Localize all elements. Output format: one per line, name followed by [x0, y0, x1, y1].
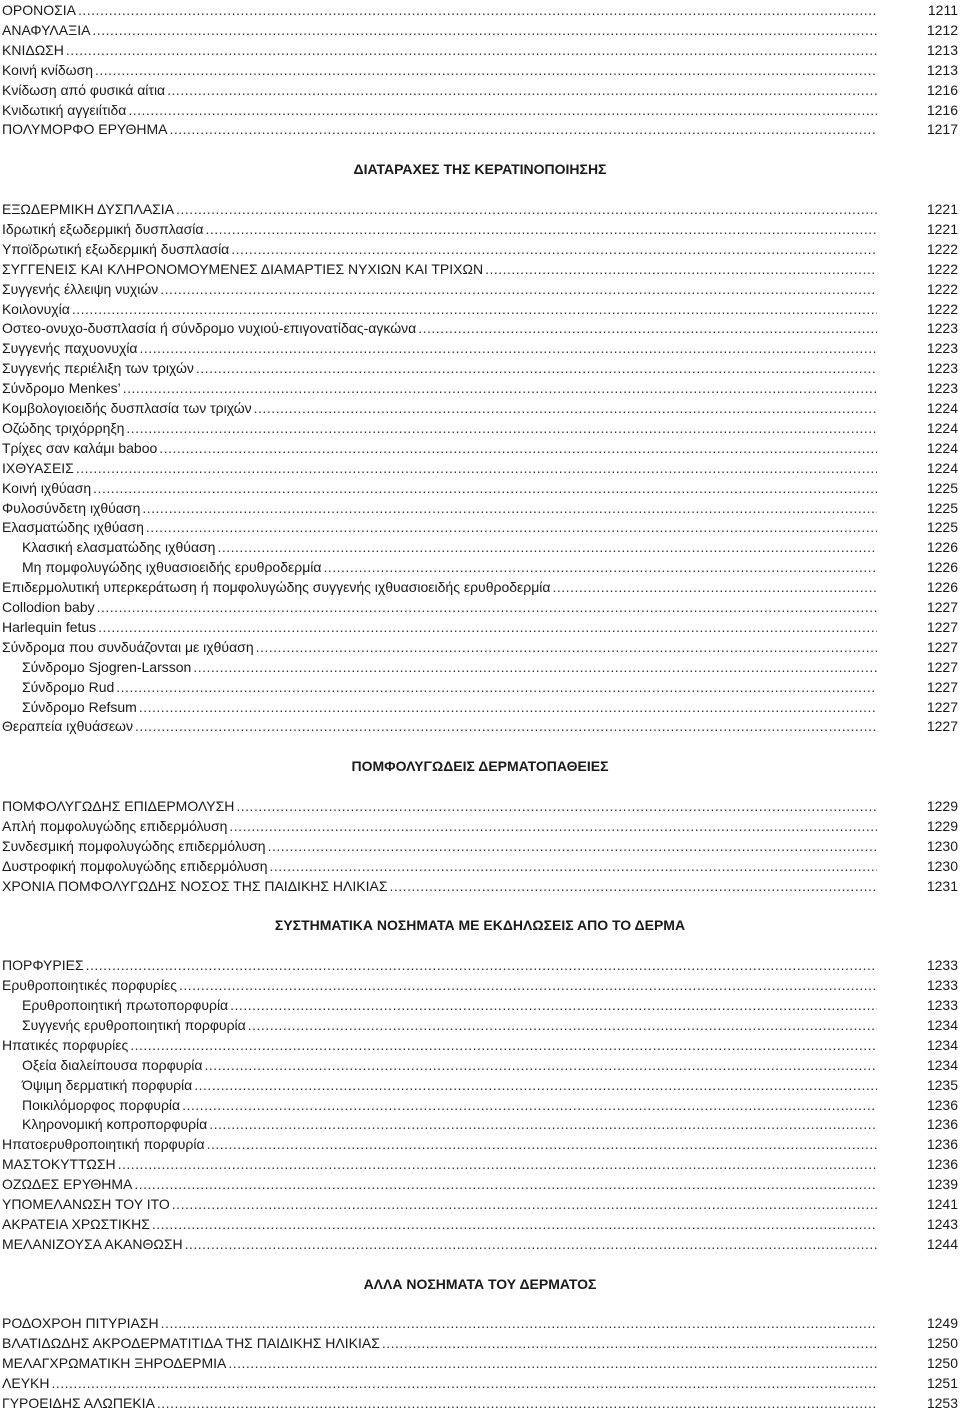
toc-entry-title: Ιδρωτική εξωδερμική δυσπλασία	[2, 220, 204, 237]
toc-entry[interactable]	[2, 1174, 958, 1194]
toc-page-number: 1224	[926, 400, 958, 416]
toc-entry[interactable]	[2, 1373, 958, 1393]
toc-entry[interactable]	[2, 279, 958, 299]
toc-entry-title: Φυλοσύνδετη ιχθύαση	[2, 499, 141, 516]
section-heading: ΔΙΑΤΑΡΑΧΕΣ ΤΗΣ ΚΕΡΑΤΙΝΟΠΟΙΗΣΗΣ	[353, 161, 607, 178]
toc-page-number: 1241	[926, 1196, 958, 1212]
toc-entry[interactable]	[2, 219, 958, 239]
dot-leader	[140, 341, 877, 355]
toc-entry-title: Ποικιλόμορφος πορφυρία	[22, 1096, 181, 1113]
toc-entry-title: ΛΕΥΚΗ	[2, 1375, 50, 1392]
toc-page-number: 1253	[926, 1395, 958, 1411]
toc-entry[interactable]	[2, 1194, 958, 1214]
toc-entry-title: ΜΑΣΤΟΚΥΤΤΩΣΗ	[2, 1156, 116, 1173]
toc-page-number: 1222	[926, 300, 958, 317]
dot-leader	[76, 461, 877, 475]
toc-entry-title: Κλασική ελασματώδης ιχθύαση	[22, 539, 216, 556]
dot-leader	[553, 580, 877, 594]
toc-entry[interactable]	[22, 995, 958, 1015]
toc-entry[interactable]	[2, 876, 958, 896]
toc-entry[interactable]	[22, 1015, 958, 1035]
toc-entry-title: Ερυθροποιητικές πορφυρίες	[2, 977, 177, 994]
dot-leader	[161, 1316, 877, 1330]
dot-leader	[248, 1018, 877, 1032]
toc-entry-title: ΣΥΓΓΕΝΕΙΣ ΚΑΙ ΚΛΗΡΟΝΟΜΟΥΜΕΝΕΣ ΔΙΑΜΑΡΤΙΕΣ ΝΥΧΙΩΝ ΚΑΙ ΤΡΙΧΩΝ	[2, 260, 484, 277]
toc-entry-title: Οζώδης τριχόρρηξη	[2, 419, 125, 436]
dot-leader	[390, 879, 877, 893]
toc-entry-title: Κοινή κνίδωση	[2, 61, 93, 78]
toc-entry[interactable]	[22, 1095, 958, 1115]
dot-leader	[95, 63, 877, 77]
toc-page-number: 1222	[926, 240, 958, 257]
dot-leader	[135, 719, 877, 733]
toc-entry-title: ΟΡΟΝΟΣΙΑ	[2, 2, 76, 18]
toc-entry-title: Μη πομφολυγώδης ιχθυασιοειδής ερυθροδερμία	[22, 559, 322, 576]
dot-leader	[217, 540, 876, 554]
toc-entry[interactable]	[22, 1114, 958, 1134]
dot-leader	[270, 859, 877, 873]
toc-entry[interactable]	[2, 1234, 958, 1254]
toc-page-number: 1226	[926, 579, 958, 596]
toc-entry-title: Τρίχες σαν καλάμι baboo	[2, 439, 158, 456]
dot-leader	[139, 700, 877, 714]
section-heading: ΣΥΣΤΗΜΑΤΙΚΑ ΝΟΣΗΜΑΤΑ ΜΕ ΕΚΔΗΛΩΣΕΙΣ ΑΠΟ ΤΟ ΔΕΡΜΑ	[274, 917, 686, 934]
toc-entry-title: Harlequin fetus	[2, 618, 97, 635]
toc-entry-title: Ηπατοερυθροποιητική πορφυρία	[2, 1136, 205, 1153]
toc-entry[interactable]	[2, 517, 958, 537]
dot-leader	[229, 819, 876, 833]
toc-entry[interactable]	[22, 657, 958, 677]
toc-entry[interactable]	[2, 1333, 958, 1353]
dot-leader	[228, 1356, 877, 1370]
toc-entry[interactable]	[2, 100, 958, 120]
dot-leader	[159, 441, 877, 455]
dot-leader	[78, 3, 878, 17]
toc-page-number: 1217	[926, 121, 958, 138]
toc-entry-title: ΜΕΛΑΝΙΖΟΥΣΑ ΑΚΑΝΘΩΣΗ	[2, 1235, 183, 1252]
toc-entry-title: ΜΕΛΑΓΧΡΩΜΑΤΙΚΗ ΞΗΡΟΔΕΡΜΙΑ	[2, 1355, 227, 1372]
toc-page-number: 1227	[926, 718, 958, 735]
toc-entry[interactable]	[2, 0, 958, 20]
toc-entry[interactable]	[2, 716, 958, 736]
dot-leader	[123, 381, 877, 395]
toc-entry-title: ΑΝΑΦΥΛΑΞΙΑ	[2, 21, 91, 38]
toc-entry-title: Κληρονομική κοπροπορφυρία	[22, 1116, 208, 1133]
toc-entry-title: Ερυθροποιητική πρωτοπορφυρία	[22, 997, 229, 1013]
toc-entry[interactable]	[2, 1154, 958, 1174]
toc-entry-title: Κομβολογιοειδής δυσπλασία των τριχών	[2, 400, 252, 416]
toc-entry[interactable]	[2, 637, 958, 657]
toc-entry[interactable]	[2, 836, 958, 856]
dot-leader	[194, 1078, 877, 1092]
toc-entry-title: Κνιδωτική αγγειίτιδα	[2, 101, 127, 118]
section-heading: ΠΟΜΦΟΛΥΓΩΔΕΙΣ ΔΕΡΜΑΤΟΠΑΘΕΙΕΣ	[351, 758, 609, 775]
dot-leader	[86, 958, 877, 972]
toc-page-number: 1221	[926, 220, 958, 237]
toc-page-number: 1233	[926, 977, 958, 994]
toc-page-number: 1213	[926, 61, 958, 78]
toc-page-number: 1234	[926, 1036, 958, 1053]
toc-entry[interactable]	[2, 478, 958, 498]
toc-entry[interactable]	[2, 259, 958, 279]
toc-entry[interactable]	[2, 80, 958, 100]
toc-page-number: 1213	[926, 41, 958, 58]
toc-entry-title: Επιδερμολυτική υπερκεράτωση ή πομφολυγώδης συγγενής ιχθυασιοειδής ερυθροδερμία	[2, 579, 551, 596]
toc-entry[interactable]	[2, 20, 958, 40]
toc-page-number: 1231	[926, 877, 958, 894]
dot-leader	[236, 799, 876, 813]
toc-page-number: 1229	[926, 798, 958, 814]
toc-entry-title: Συγγενής έλλειψη νυχιών	[2, 280, 159, 297]
dot-leader	[72, 302, 877, 316]
dot-leader	[268, 839, 877, 853]
toc-page-number: 1223	[926, 360, 958, 377]
toc-page-number: 1230	[926, 837, 958, 854]
toc-page-number: 1236	[926, 1116, 958, 1133]
toc-entry-title: ΡΟΔΟΧΡΟΗ ΠΙΤΥΡΙΑΣΗ	[2, 1315, 159, 1332]
toc-entry[interactable]	[22, 557, 958, 577]
toc-entry-title: Οξεία διαλείπουσα πορφυρία	[22, 1056, 203, 1073]
toc-entry[interactable]	[2, 199, 958, 219]
dot-leader	[152, 1217, 877, 1231]
toc-page-number: 1227	[926, 698, 958, 715]
dot-leader	[256, 640, 877, 654]
toc-entry-title: Συνδεσμική πομφολυγώδης επιδερμόλυση	[2, 837, 266, 854]
toc-entry[interactable]	[2, 418, 958, 438]
toc-entry[interactable]	[2, 378, 958, 398]
toc-page-number: 1224	[926, 459, 958, 476]
toc-entry-title: Ελασματώδης ιχθύαση	[2, 519, 144, 536]
toc-page-number: 1234	[926, 1056, 958, 1073]
toc-entry[interactable]	[2, 1353, 958, 1373]
dot-leader	[98, 620, 877, 634]
dot-leader	[66, 43, 877, 57]
toc-page-number: 1233	[926, 957, 958, 974]
toc-entry-title: Κοινή ιχθύαση	[2, 479, 92, 496]
toc-entry-title: ΠΟΡΦΥΡΙΕΣ	[2, 957, 84, 974]
toc-page-number: 1223	[926, 340, 958, 357]
toc-entry[interactable]	[2, 299, 958, 319]
toc-entry-title: Σύνδρομο Rud	[22, 678, 115, 695]
dot-leader	[92, 23, 876, 37]
toc-page-number: 1243	[926, 1215, 958, 1232]
toc-page-number: 1249	[926, 1315, 958, 1332]
dot-leader	[169, 122, 876, 136]
toc-entry[interactable]	[2, 577, 958, 597]
toc-page-number: 1221	[926, 201, 958, 217]
toc-entry-title: ΚΝΙΔΩΣΗ	[2, 41, 64, 58]
toc-page-number: 1211	[927, 2, 958, 18]
dot-leader	[382, 1336, 877, 1350]
toc-page-number: 1226	[926, 559, 958, 576]
dot-leader	[157, 1396, 877, 1410]
dot-leader	[204, 1058, 876, 1072]
toc-page-number: 1235	[926, 1076, 958, 1093]
toc-page-number: 1227	[926, 658, 958, 675]
dot-leader	[193, 660, 877, 674]
dot-leader	[205, 222, 876, 236]
toc-page-number: 1224	[926, 439, 958, 456]
toc-entry-title: ΠΟΛΥΜΟΡΦΟ ΕΡΥΘΗΜΑ	[2, 121, 168, 138]
toc-entry[interactable]	[2, 40, 958, 60]
toc-entry[interactable]	[2, 60, 958, 80]
toc-entry[interactable]	[2, 438, 958, 458]
dot-leader	[128, 103, 876, 117]
toc-entry[interactable]	[2, 358, 958, 378]
toc-page-number: 1230	[926, 857, 958, 874]
toc-page-number: 1212	[926, 21, 958, 38]
dot-leader	[182, 1098, 877, 1112]
toc-entry-title: ΧΡΟΝΙΑ ΠΟΜΦΟΛΥΓΩΔΗΣ ΝΟΣΟΣ ΤΗΣ ΠΑΙΔΙΚΗΣ ΗΛΙΚΙΑΣ	[2, 877, 388, 894]
toc-entry-title: Δυστροφική πομφολυγώδης επιδερμόλυση	[2, 857, 268, 874]
toc-entry-title: ΥΠΟΜΕΛΑΝΩΣΗ ΤΟΥ ΙΤΟ	[2, 1196, 170, 1212]
toc-entry[interactable]	[2, 856, 958, 876]
toc-page-number: 1225	[926, 479, 958, 496]
dot-leader	[231, 242, 877, 256]
toc-page-number: 1227	[926, 599, 958, 615]
toc-entry[interactable]	[22, 1075, 958, 1095]
toc-page-number: 1229	[926, 817, 958, 834]
toc-entry[interactable]	[2, 338, 958, 358]
toc-page-number: 1250	[926, 1335, 958, 1352]
dot-leader	[130, 1038, 877, 1052]
toc-entry[interactable]	[2, 816, 958, 836]
toc-entry[interactable]	[2, 318, 958, 338]
dot-leader	[93, 481, 877, 495]
dot-leader	[207, 1137, 877, 1151]
toc-entry-title: ΠΟΜΦΟΛΥΓΩΔΗΣ ΕΠΙΔΕΡΜΟΛΥΣΗ	[2, 798, 235, 814]
toc-entry-title: Σύνδρομο Refsum	[22, 698, 137, 715]
toc-page-number: 1225	[926, 519, 958, 536]
toc-entry-title: Όψιμη δερματική πορφυρία	[22, 1076, 193, 1093]
toc-entry-title: ΙΧΘΥΑΣΕΙΣ	[2, 459, 74, 476]
toc-page-number: 1223	[926, 320, 958, 337]
toc-entry[interactable]	[2, 119, 958, 139]
dot-leader	[209, 1117, 877, 1131]
toc-page-number: 1223	[926, 380, 958, 397]
toc-page-number: 1239	[926, 1176, 958, 1193]
dot-leader	[485, 262, 877, 276]
toc-entry-title: ΑΚΡΑΤΕΙΑ ΧΡΩΣΤΙΚΗΣ	[2, 1215, 150, 1232]
toc-entry-title: Κνίδωση από φυσικά αίτια	[2, 81, 166, 98]
dot-leader	[146, 520, 877, 534]
toc-entry-title: Οστεο-ονυχο-δυσπλασία ή σύνδρομο νυχιού-επιγονατίδας-αγκώνα	[2, 320, 417, 337]
toc-entry-title: Σύνδρομο Menkes’	[2, 380, 121, 397]
toc-page-number: 1222	[926, 260, 958, 277]
toc-page-number: 1225	[926, 499, 958, 516]
toc-entry[interactable]	[2, 458, 958, 478]
toc-page-number: 1224	[926, 419, 958, 436]
dot-leader	[118, 1157, 877, 1171]
dot-leader	[254, 401, 877, 415]
toc-page-number: 1233	[926, 997, 958, 1013]
toc-entry[interactable]	[2, 597, 958, 617]
toc-page-number: 1227	[926, 638, 958, 655]
toc-entry-title: Συγγενής περιέλιξη των τριχών	[2, 360, 194, 377]
dot-leader	[323, 560, 876, 574]
dot-leader	[116, 680, 877, 694]
toc-entry[interactable]	[2, 975, 958, 995]
toc-entry[interactable]	[2, 1313, 958, 1333]
toc-entry-title: Ηπατικές πορφυρίες	[2, 1036, 129, 1053]
dot-leader	[172, 1197, 877, 1211]
toc-entry-title: Σύνδρομο Sjogren-Larsson	[22, 658, 192, 675]
dot-leader	[179, 978, 877, 992]
toc-page-number: 1216	[926, 81, 958, 98]
dot-leader	[230, 998, 877, 1012]
toc-entry[interactable]	[2, 617, 958, 637]
toc-page-number: 1236	[926, 1136, 958, 1153]
toc-page-number: 1236	[926, 1096, 958, 1113]
toc-page-number: 1227	[926, 618, 958, 635]
toc-entry[interactable]	[2, 239, 958, 259]
toc-entry-title: Collodion baby	[2, 599, 95, 615]
toc-entry[interactable]	[2, 498, 958, 518]
toc-entry[interactable]	[22, 537, 958, 557]
dot-leader	[167, 83, 877, 97]
toc-entry[interactable]	[2, 796, 958, 816]
dot-leader	[97, 600, 877, 614]
toc-page-number: 1226	[926, 539, 958, 556]
toc-entry[interactable]	[2, 1393, 958, 1413]
toc-entry-title: Συγγενής ερυθροποιητική πορφυρία	[22, 1016, 246, 1033]
toc-entry[interactable]	[2, 1214, 958, 1234]
toc-entry[interactable]	[2, 1035, 958, 1055]
toc-entry-title: ΒΛΑΤΙΔΩΔΗΣ ΑΚΡΟΔΕΡΜΑΤΙΤΙΔΑ ΤΗΣ ΠΑΙΔΙΚΗΣ ΗΛΙΚΙΑΣ	[2, 1335, 380, 1352]
toc-entry-title: Απλή πομφολυγώδης επιδερμόλυση	[2, 817, 228, 834]
toc-entry[interactable]	[22, 677, 958, 697]
toc-page-number: 1236	[926, 1156, 958, 1173]
dot-leader	[142, 501, 876, 515]
toc-entry-title: ΟΖΩΔΕΣ ΕΡΥΘΗΜΑ	[2, 1176, 133, 1193]
section-heading: ΑΛΛΑ ΝΟΣΗΜΑΤΑ ΤΟΥ ΔΕΡΜΑΤΟΣ	[363, 1275, 597, 1292]
toc-entry[interactable]	[2, 955, 958, 975]
toc-entry[interactable]	[2, 398, 958, 418]
toc-page-number: 1234	[926, 1016, 958, 1033]
dot-leader	[126, 421, 876, 435]
toc-page-number: 1222	[926, 280, 958, 297]
dot-leader	[185, 1237, 877, 1251]
toc-entry-title: Υποϊδρωτική εξωδερμική δυσπλασία	[2, 240, 230, 257]
toc-page-number: 1244	[926, 1235, 958, 1252]
toc-page-number: 1227	[926, 678, 958, 695]
toc-entry[interactable]	[2, 1134, 958, 1154]
toc-page-number: 1251	[926, 1375, 958, 1392]
dot-leader	[51, 1376, 876, 1390]
toc-entry-title: Σύνδρομα που συνδυάζονται με ιχθύαση	[2, 638, 254, 655]
dot-leader	[196, 361, 877, 375]
toc-entry[interactable]	[22, 1055, 958, 1075]
toc-entry-title: ΓΥΡΟΕΙΔΗΣ ΑΛΩΠΕΚΙΑ	[2, 1395, 155, 1411]
toc-page-number: 1250	[926, 1355, 958, 1372]
dot-leader	[134, 1177, 876, 1191]
dot-leader	[176, 202, 877, 216]
dot-leader	[418, 321, 877, 335]
toc-entry-title: Συγγενής παχυονυχία	[2, 340, 138, 357]
toc-page-number: 1216	[926, 101, 958, 118]
dot-leader	[160, 282, 877, 296]
toc-entry[interactable]	[22, 697, 958, 717]
toc-entry-title: ΕΞΩΔΕΡΜΙΚΗ ΔΥΣΠΛΑΣΙΑ	[2, 201, 175, 217]
toc-entry-title: Θεραπεία ιχθυάσεων	[2, 718, 133, 735]
toc-entry-title: Κοιλονυχία	[2, 300, 70, 317]
